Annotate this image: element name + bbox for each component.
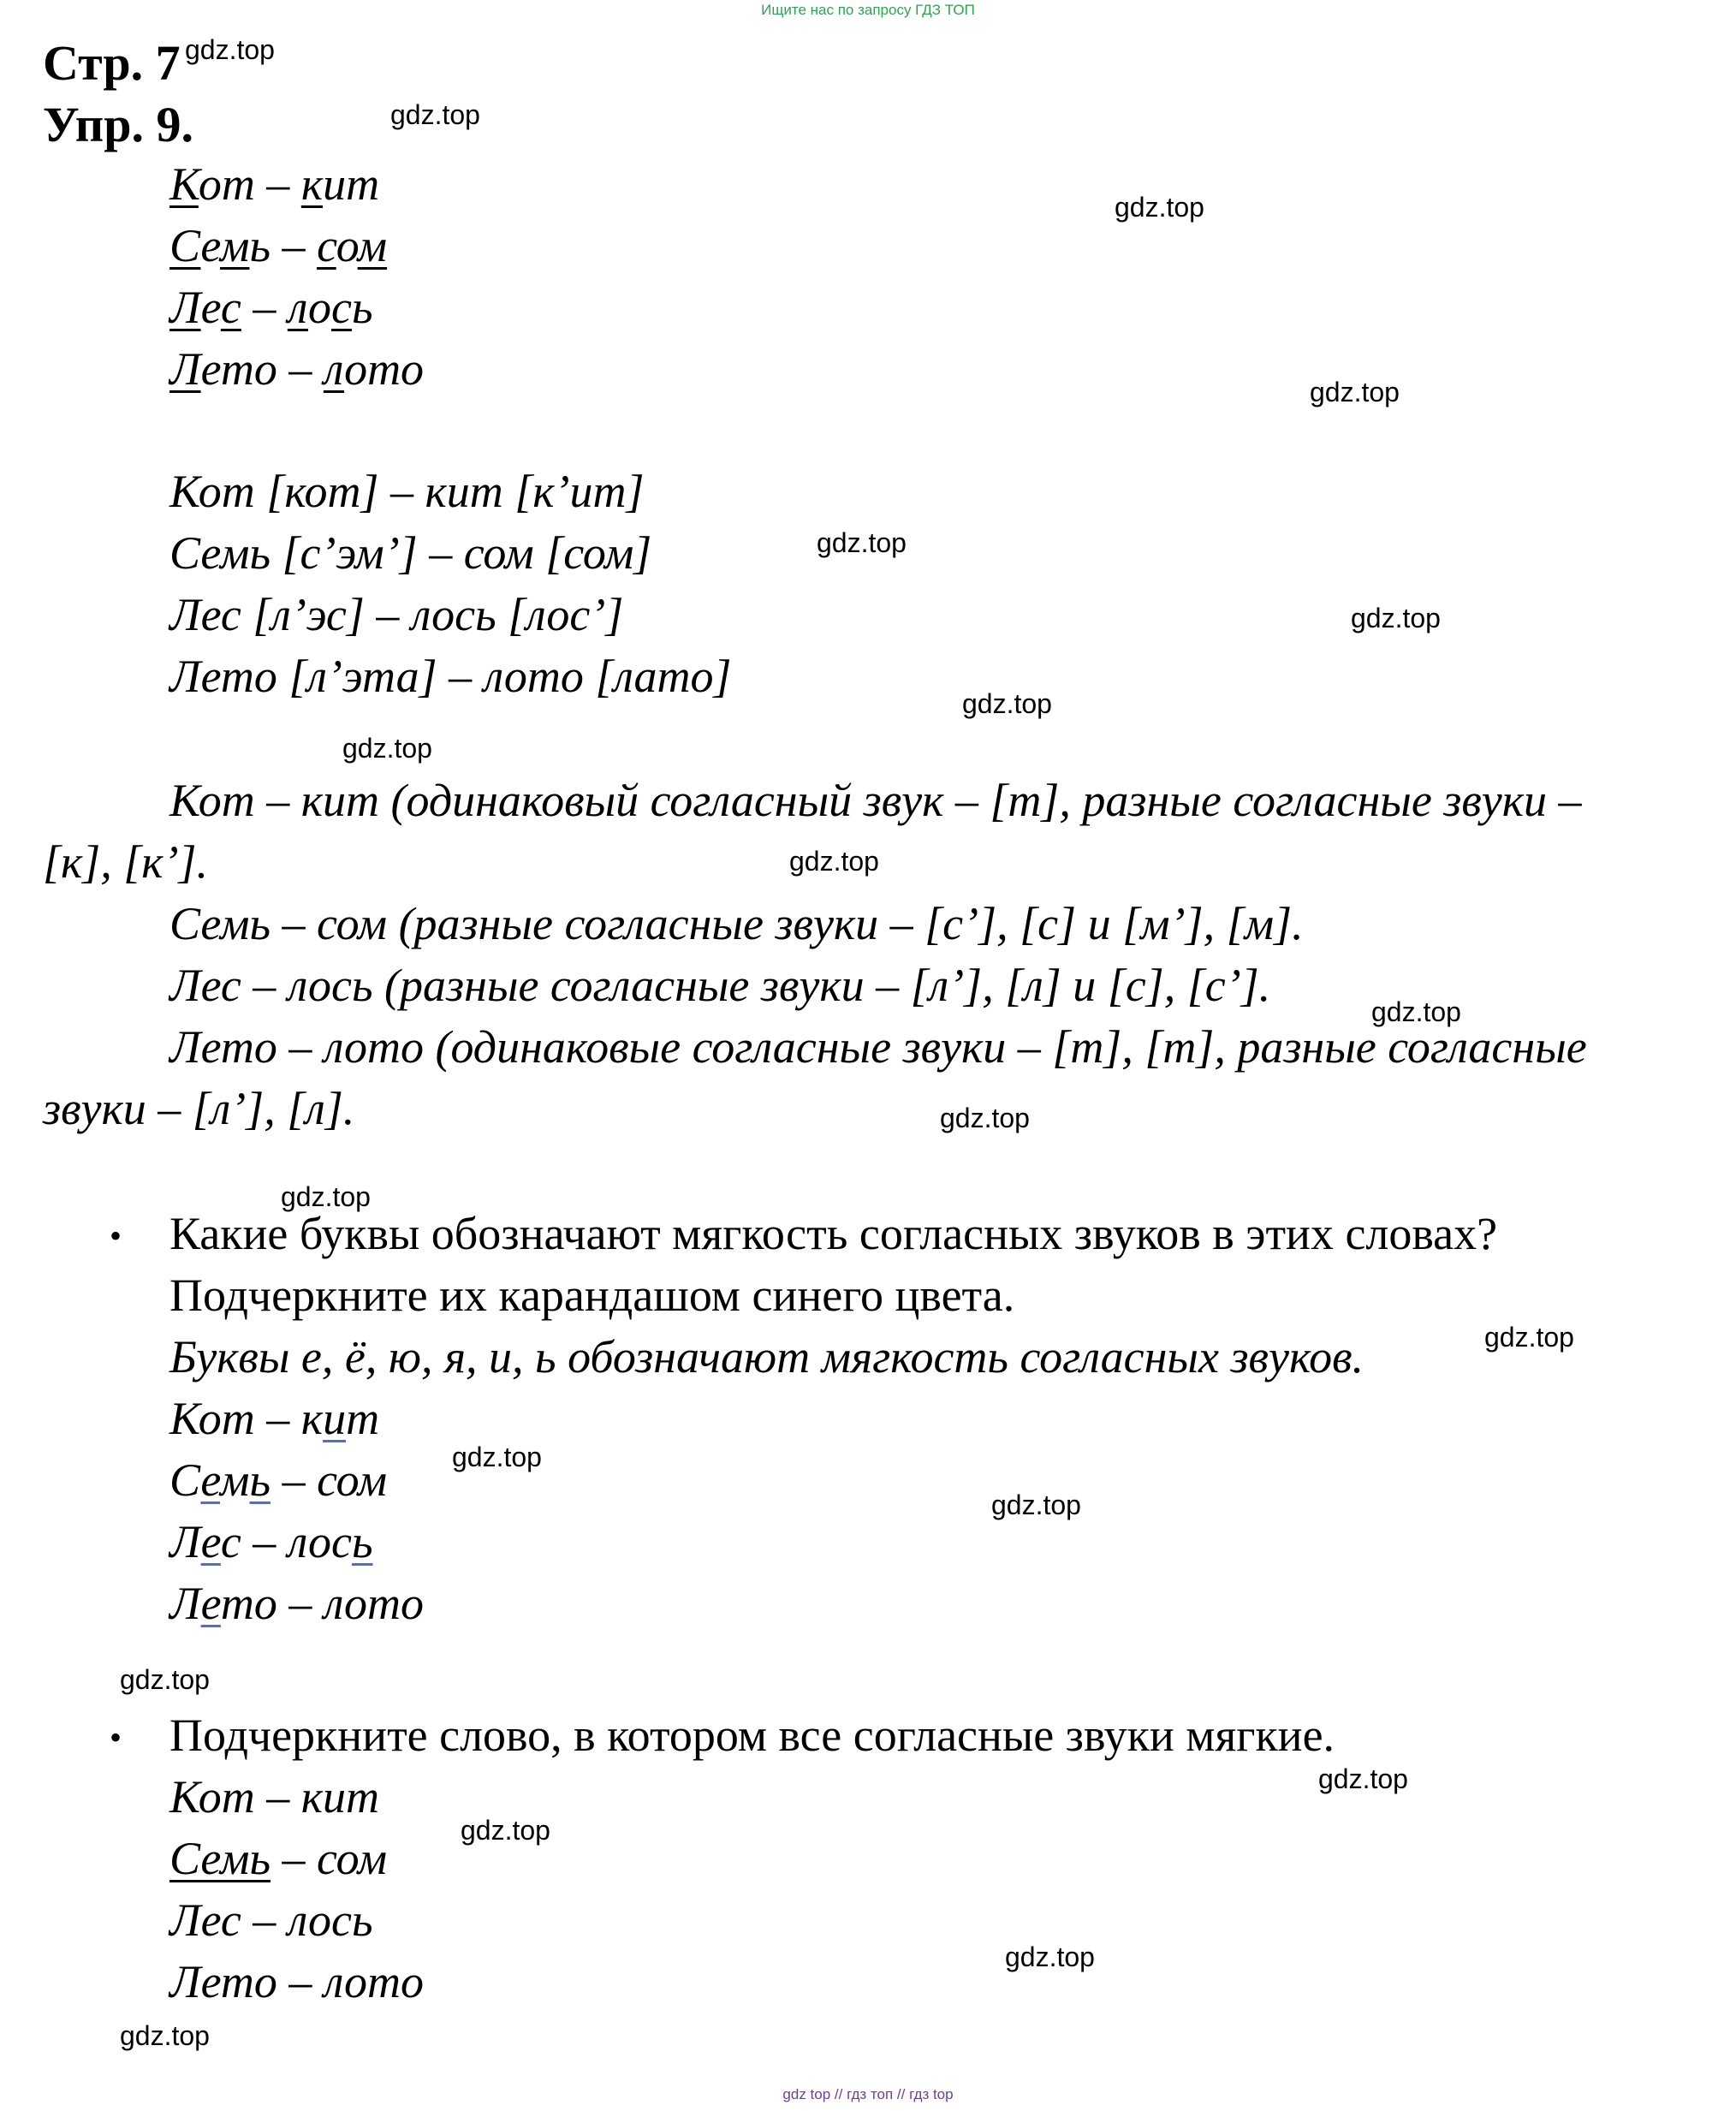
q2-pair-les-los [169,1894,373,1947]
q1-pair-leto-loto [169,1577,424,1630]
blue-underlined-letter: и [323,1393,347,1444]
text: е [200,220,221,271]
text: о [308,282,332,333]
watermark: gdz.top [390,99,480,130]
bullet-icon: • [110,1216,122,1255]
watermark: gdz.top [461,1815,550,1846]
analysis-1a: Кот – кит (одинаковый согласный звук – [т], разные согласные звуки – [169,775,1582,826]
question-1-answer: Буквы е, ё, ю, я, и, ь обозначают мягкость согласных звуков. [169,1331,1364,1383]
watermark: gdz.top [991,1490,1081,1520]
watermark: gdz.top [120,2020,210,2051]
underlined-letter: л [323,343,345,395]
watermark: gdz.top [1351,603,1441,633]
underlined-letter: л [287,282,309,333]
q1-pair-les-los [169,1515,373,1568]
top-note: Ищите нас по запросу ГДЗ ТОП [761,2,975,18]
watermark: gdz.top [342,733,432,764]
watermark: gdz.top [1310,377,1400,407]
analysis-1b: [к], [к’]. [43,836,209,888]
watermark: gdz.top [185,34,275,65]
text: м [220,1454,250,1506]
pair-kot-kit [169,158,379,211]
pair-sem-som [169,219,387,272]
analysis-4b: звуки – [л’], [л]. [43,1083,355,1134]
watermark: gdz.top [1371,996,1461,1027]
watermark: gdz.top [940,1103,1030,1133]
text: Лето – лото [169,1956,425,2007]
underlined-word: Семь [169,1833,271,1884]
text: Л [169,1516,201,1567]
watermark: gdz.top [962,688,1052,719]
underlined-letter: м [357,220,388,271]
watermark: gdz.top [1484,1322,1574,1353]
text: т [346,1393,380,1444]
analysis-3: Лес – лось (разные согласные звуки – [л’], [л] и [с], [с’]. [169,960,1271,1011]
bullet-icon: • [110,1718,122,1757]
blue-underlined-letter: е [200,1516,221,1567]
question-2-line: Подчеркните слово, в котором все согласные звуки мягкие. [169,1710,1335,1761]
underlined-letter: м [220,220,250,271]
text: – сом [271,1454,388,1506]
q1-pair-kot-kit [169,1392,379,1445]
text: е [200,282,221,333]
text: С [169,1454,201,1506]
blue-underlined-letter: ь [249,1454,271,1506]
underlined-letter: Л [169,282,201,333]
question-1-line-1: Какие буквы обозначают мягкость согласных звуков в этих словах? [169,1208,1498,1259]
transcription-3: Лес [л’эс] – лось [лос’] [169,589,624,640]
text: ь – [249,220,318,271]
blue-underlined-letter: е [200,1578,221,1629]
watermark: gdz.top [1115,192,1204,223]
underlined-letter: с [331,282,352,333]
watermark: gdz.top [1005,1942,1095,1972]
q1-pair-sem-som [169,1454,387,1507]
watermark: gdz.top [452,1442,542,1472]
analysis-2: Семь – сом (разные согласные звуки – [с’], [с] и [м’], [м]. [169,898,1304,949]
q2-pair-leto-loto [169,1955,424,2008]
underlined-letter: К [169,158,199,210]
text: Кот – к [169,1393,324,1444]
underlined-letter: с [317,220,336,271]
watermark: gdz.top [817,527,907,558]
text: Л [169,1578,201,1629]
underlined-letter: с [220,282,241,333]
text: то – лото [220,1578,425,1629]
text: ит [323,158,380,210]
transcription-2: Семь [с’эм’] – сом [сом] [169,527,652,579]
question-1-line-2: Подчеркните их карандашом синего цвета. [169,1270,1015,1321]
text: с – лос [220,1516,352,1567]
text: Кот – кит [169,1771,380,1823]
watermark: gdz.top [281,1181,371,1212]
text: ето – [200,343,324,395]
pair-les-los [169,281,373,334]
transcription-4: Лето [л’эта] – лото [лато] [169,651,732,702]
text: – [241,282,288,333]
q2-pair-kot-kit [169,1770,379,1823]
text: ото [344,343,425,395]
underlined-letter: к [300,158,324,210]
blue-underlined-letter: е [200,1454,221,1506]
page-number: Стр. 7 [43,35,181,91]
watermark: gdz.top [789,846,879,877]
q2-pair-sem-som [169,1832,387,1885]
transcription-1: Кот [кот] – кит [к’ит] [169,466,645,517]
analysis-4a: Лето – лото (одинаковые согласные звуки – [т], [т], разные согласные [169,1021,1587,1073]
watermark: gdz.top [120,1664,210,1695]
text: ь [352,282,373,333]
watermark: gdz.top [1318,1763,1408,1794]
text: от – [198,158,301,210]
underlined-letter: С [169,220,201,271]
exercise-title: Упр. 9. [43,97,193,152]
pair-leto-loto [169,342,424,395]
footer-note: gdz top // гдз топ // гдз top [782,2086,954,2102]
text: – сом [271,1833,388,1884]
text: Лес – лось [169,1894,373,1946]
text: о [336,220,358,271]
blue-underlined-letter: ь [351,1516,373,1567]
underlined-letter: Л [169,343,201,395]
